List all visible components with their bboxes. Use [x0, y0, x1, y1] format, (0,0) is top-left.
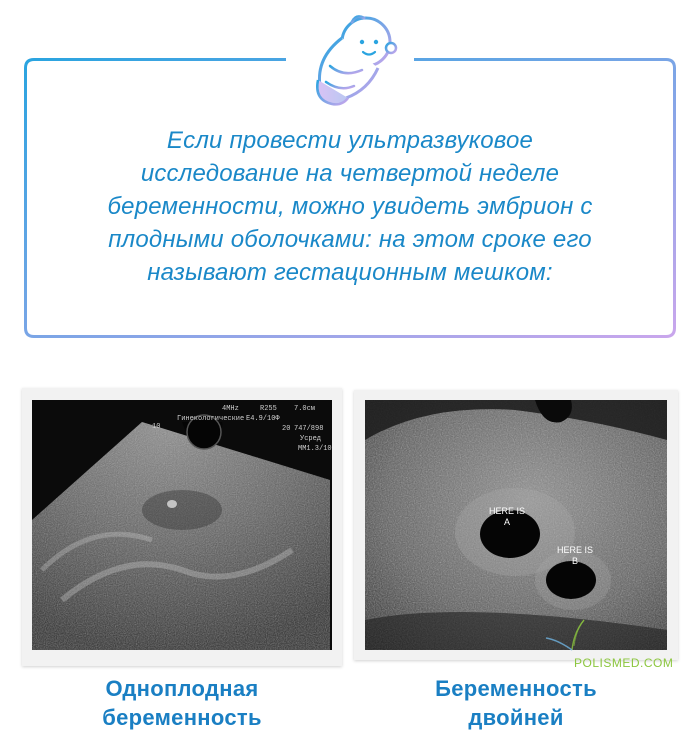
overlay-text: R255 [260, 405, 277, 413]
info-line: называют гестационным мешком: [147, 259, 553, 286]
caption-line: беременность [102, 705, 262, 730]
watermark-text: POLISMED.COM [574, 656, 674, 670]
caption-line: Беременность [435, 676, 597, 701]
overlay-text: 7.0см [294, 405, 316, 413]
singleton-ultrasound-photo [22, 388, 342, 666]
polismed-logo-icon [536, 616, 696, 660]
caption-twins [354, 674, 678, 732]
caption-line: Одноплодная [105, 676, 259, 701]
info-line: плодными оболочками: на этом сроке его [108, 226, 592, 253]
overlay-text: Гинекологические [177, 415, 245, 423]
overlay-text: 10 [152, 423, 161, 431]
label-a-line2: A [503, 517, 511, 527]
caption-line: двойней [468, 705, 564, 730]
label-b-line1: HERE IS [556, 545, 594, 555]
overlay-text: Е4.9/10Ф [246, 415, 280, 423]
baby-mascot-icon [296, 8, 408, 112]
overlay-text: Усред [300, 435, 322, 443]
overlay-text: 747/898 [294, 425, 324, 433]
overlay-text: ММ1.3/10 [298, 445, 332, 453]
info-line: исследование на четвертой неделе [140, 160, 560, 187]
overlay-text: 20 [282, 425, 291, 433]
info-line: Если провести ультразвуковое [166, 127, 534, 154]
info-line: беременности, можно увидеть эмбрион с [107, 193, 593, 220]
label-a-line1: HERE IS [488, 506, 526, 516]
info-paragraph [40, 124, 660, 289]
label-b-line2: B [571, 556, 579, 566]
overlay-text: 4MHz [222, 405, 239, 413]
ultrasound-image-right [365, 400, 667, 650]
caption-singleton [22, 674, 342, 732]
ultrasound-image-left [32, 400, 332, 650]
